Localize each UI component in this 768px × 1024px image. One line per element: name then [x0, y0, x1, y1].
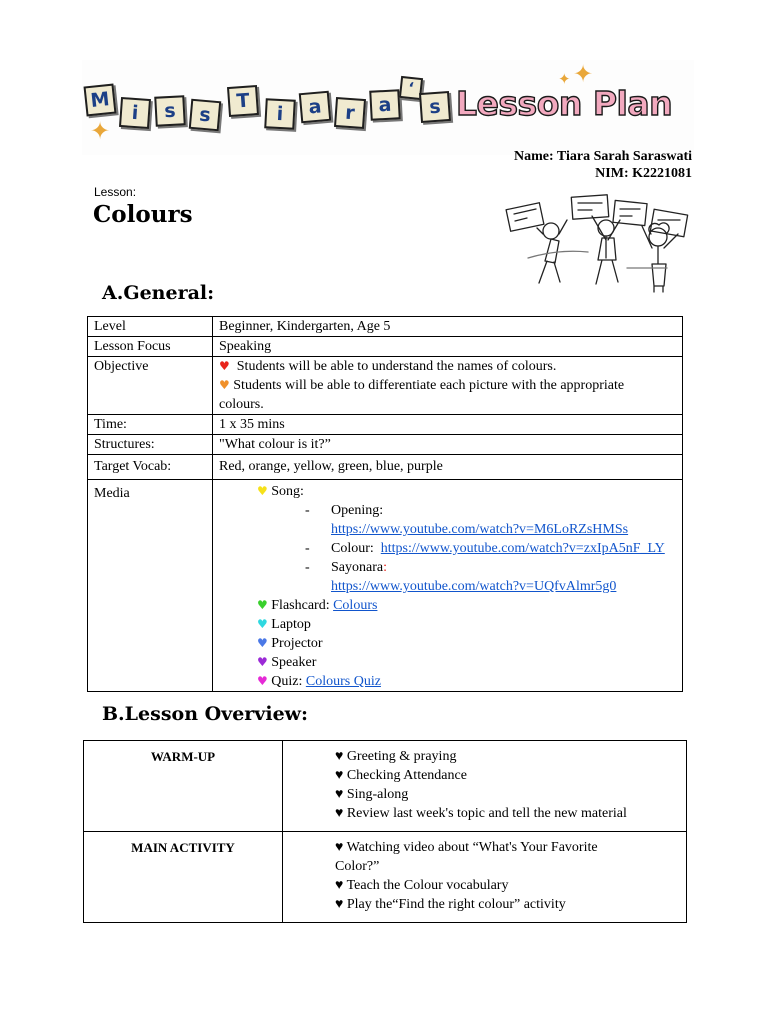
flashcard-link[interactable]: Colours — [333, 598, 378, 613]
colour-song-label: Colour: — [331, 541, 374, 556]
media-list: ♥ Song: - Opening: https://www.youtube.com/watch?v=M6LoRZsHMSs - Colour: https://www.youtube.com/watch?v=zxIpA5nF_LY - Sayonara: https://www.youtube.com/watch?v=UQfvAlmr5g0 ♥ Flashcard: Colours ♥ Laptop ♥ Projector ♥ Speaker ♥ Quiz: Colours Quiz — [257, 484, 665, 689]
main-activity-item: Teach the Colour vocabulary — [346, 878, 509, 893]
quiz-label: Quiz: — [271, 674, 303, 689]
lesson-title: Colours — [93, 201, 193, 228]
title-letter-tile: s — [189, 99, 222, 132]
table-row — [88, 317, 683, 337]
overview-heading: B.Lesson Overview: — [102, 703, 309, 725]
structures-value: "What colour is it?” — [213, 435, 683, 455]
laptop-item: Laptop — [271, 617, 311, 632]
sayonara-link[interactable]: https://www.youtube.com/watch?v=UQfvAlmr5g0 — [331, 579, 617, 594]
song-label: Song: — [271, 484, 304, 499]
warmup-item: Greeting & praying — [346, 749, 457, 764]
level-label: Level — [88, 317, 213, 337]
target-vocab-label: Target Vocab: — [88, 455, 213, 480]
title-letter-tile: T — [227, 85, 259, 117]
title-letter-tile: i — [264, 98, 296, 130]
main-activity-item-cont: Color?” — [335, 859, 380, 874]
main-activity-list: ♥ Watching video about “What's Your Favorite Color?” ♥ Teach the Colour vocabulary ♥ Play the“Find the right colour” activity — [283, 832, 687, 923]
objective-item-2-cont: colours. — [219, 397, 264, 412]
table-row — [88, 455, 683, 480]
target-vocab-value: Red, orange, yellow, green, blue, purple — [213, 455, 683, 480]
objective-value — [213, 357, 683, 415]
sparkle-icon: ✦ — [558, 70, 571, 88]
title-letter-tile: i — [119, 97, 151, 129]
title-letter-tile: s — [419, 91, 451, 123]
sparkle-icon: ✦ — [573, 60, 594, 88]
lesson-label: Lesson: — [94, 185, 137, 199]
main-activity-item: Play the“Find the right colour” activity — [346, 897, 566, 912]
heart-icon: ♥ — [257, 674, 268, 688]
warmup-item: Checking Attendance — [346, 768, 467, 783]
table-row — [88, 337, 683, 357]
objective-item-2: Students will be able to differentiate each picture with the appropriate — [233, 378, 625, 393]
opening-link[interactable]: https://www.youtube.com/watch?v=M6LoRZsHMSs — [331, 522, 629, 537]
heart-icon: ♥ — [257, 598, 268, 612]
main-activity-item: Watching video about “What's Your Favorite — [346, 840, 598, 855]
lesson-focus-value: Speaking — [213, 337, 683, 357]
sayonara-label: Sayonara — [331, 560, 384, 575]
media-value — [213, 480, 683, 692]
heart-icon: ♥ — [257, 655, 268, 669]
lesson-plan-wordart: Lesson Plan — [456, 84, 673, 123]
warmup-item: Sing-along — [346, 787, 409, 802]
time-label: Time: — [88, 415, 213, 435]
title-letter-tile: M — [84, 84, 117, 117]
objective-label: Objective — [88, 357, 213, 415]
main-activity-label: MAIN ACTIVITY — [84, 832, 283, 923]
level-value: Beginner, Kindergarten, Age 5 — [213, 317, 683, 337]
heart-icon: ♥ — [257, 636, 268, 650]
table-row — [88, 435, 683, 455]
time-value: 1 x 35 mins — [213, 415, 683, 435]
structures-label: Structures: — [88, 435, 213, 455]
table-row — [84, 832, 687, 923]
title-letter-tile: a — [299, 91, 332, 124]
objective-item-1: Students will be able to understand the names of colours. — [236, 359, 557, 374]
general-heading: A.General: — [102, 282, 215, 304]
warmup-label: WARM-UP — [84, 741, 283, 832]
speaker-item: Speaker — [271, 655, 317, 670]
general-table — [87, 316, 683, 692]
media-label: Media — [88, 480, 213, 692]
quiz-link[interactable]: Colours Quiz — [305, 674, 381, 689]
heart-icon: ♥ — [219, 359, 230, 373]
table-row — [88, 480, 683, 692]
title-banner — [82, 60, 694, 155]
table-row — [88, 415, 683, 435]
lesson-focus-label: Lesson Focus — [88, 337, 213, 357]
title-letter-tile: a — [369, 89, 401, 121]
title-letter-tile: ‘ — [399, 76, 423, 100]
colour-song-link[interactable]: https://www.youtube.com/watch?v=zxIpA5nF_LY — [380, 541, 665, 556]
sparkle-icon: ✦ — [90, 117, 111, 145]
projector-item: Projector — [271, 636, 323, 651]
kids-illustration — [502, 190, 692, 298]
student-nim: NIM: K2221081 — [595, 166, 692, 181]
heart-icon: ♥ — [257, 617, 268, 631]
warmup-item: Review last week's topic and tell the new material — [346, 806, 627, 821]
opening-label: Opening: — [331, 503, 384, 518]
student-name: Name: Tiara Sarah Saraswati — [514, 149, 692, 164]
warmup-list: ♥ Greeting & praying ♥ Checking Attendance ♥ Sing-along ♥ Review last week's topic and tell the new material — [283, 741, 687, 832]
table-row — [84, 741, 687, 832]
overview-table — [83, 740, 687, 923]
title-letter-tile: r — [334, 97, 366, 129]
title-letter-tile: s — [154, 95, 186, 127]
table-row — [88, 357, 683, 415]
flashcard-label: Flashcard: — [271, 598, 330, 613]
heart-icon: ♥ — [257, 484, 268, 498]
heart-icon: ♥ — [219, 378, 230, 392]
